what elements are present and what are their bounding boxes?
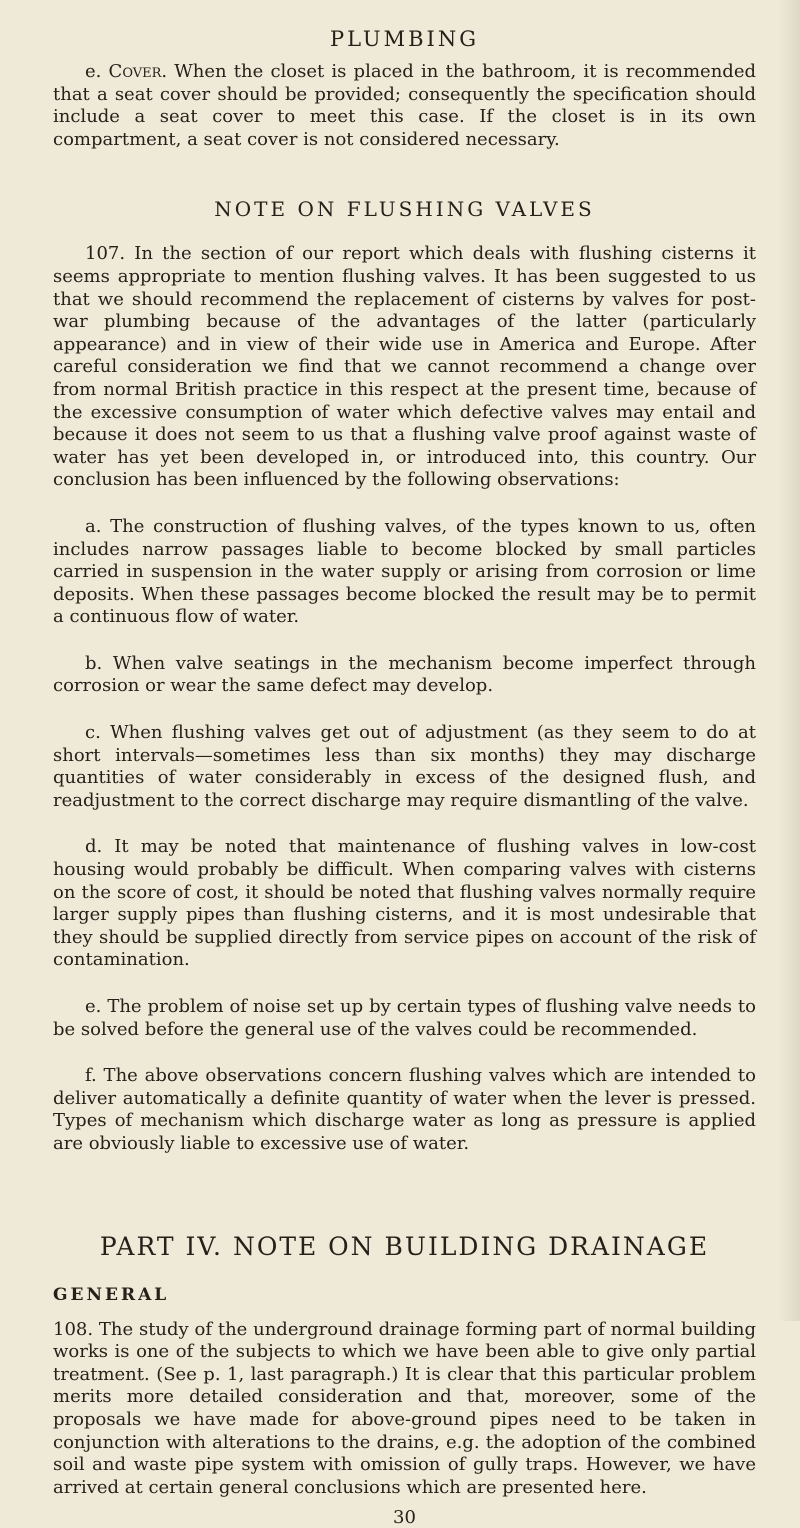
observation-b: b. When valve seatings in the mechanism become imperfect through corrosion or wear the same defect may develop.: [53, 652, 756, 697]
page-number: 30: [393, 1507, 416, 1528]
paragraph-107: 107. In the section of our report which deals with flushing cisterns it seems appropriate to mention flushing valves. It has been suggested to us that we should recommend the replacement of cisterns by valves for post-war plumbing because of the advantages of the latter (particularly appearance) and in view of their wide use in America and Europe. After careful consideration we find that we cannot recommend a change over from normal British practice in this respect at the present time, because of the excessive consumption of water which defective valves may entail and because it does not seem to us that a flushing valve proof against waste of water has yet been developed in, or introduced into, this country. Our conclusion has been influenced by the following observations:: [53, 243, 756, 491]
page-edge-shadow: [778, 0, 800, 1321]
cover-text: When the closet is placed in the bathroom, it is recommended that a seat cover should be provided; consequently the specification should include a seat cover to meet this case. If the closet is in its own compartment, a seat cover is not considered necessary.: [53, 61, 756, 150]
cover-paragraph: [53, 61, 756, 151]
paragraph-108: 108. The study of the underground drainage forming part of normal building works is one of the subjects to which we have been able to give only partial treatment. (See p. 1, last paragraph.) It is clear that this particular problem merits more detailed consideration and that, moreover, some of the proposals we have made for above-ground pipes need to be taken in conjunction with alterations to the drains, e.g. the adoption of the combined soil and waste pipe system with omission of gully traps. However, we have arrived at certain general conclusions which are presented here.: [53, 1318, 756, 1498]
flushing-valves-heading: NOTE ON FLUSHING VALVES: [214, 197, 595, 222]
running-head: PLUMBING: [329, 27, 479, 51]
cover-label: e.: [85, 61, 109, 82]
observation-e: e. The problem of noise set up by certain types of flushing valve needs to be solved before the general use of the valves could be recommended.: [53, 996, 756, 1040]
general-subheading: GENERAL: [53, 1284, 170, 1305]
part-four-heading: PART IV. NOTE ON BUILDING DRAINAGE: [99, 1231, 710, 1261]
cover-title: Cover.: [108, 61, 168, 82]
observation-d: d. It may be noted that maintenance of flushing valves in low-cost housing would probably be difficult. When comparing valves with cisterns on the score of cost, it should be noted that flushing valves normally require larger supply pipes than flushing cisterns, and it is most undesirable that they should be supplied directly from service pipes on account of the risk of contamination.: [53, 836, 756, 971]
observation-a: a. The construction of flushing valves, of the types known to us, often includes narrow passages liable to become blocked by small particles carried in suspension in the water supply or arising from corrosion or lime deposits. When these passages become blocked the result may be to permit a continuous flow of water.: [53, 515, 756, 628]
observation-f: f. The above observations concern flushing valves which are intended to deliver automatically a definite quantity of water when the lever is pressed. Types of mechanism which discharge water as long as pressure is applied are obviously liable to excessive use of water.: [53, 1065, 756, 1154]
observation-c: c. When flushing valves get out of adjustment (as they seem to do at short intervals—sometimes less than six months) they may discharge quantities of water considerably in excess of the designed flush, and readjustment to the correct discharge may require dismantling of the valve.: [53, 722, 756, 811]
